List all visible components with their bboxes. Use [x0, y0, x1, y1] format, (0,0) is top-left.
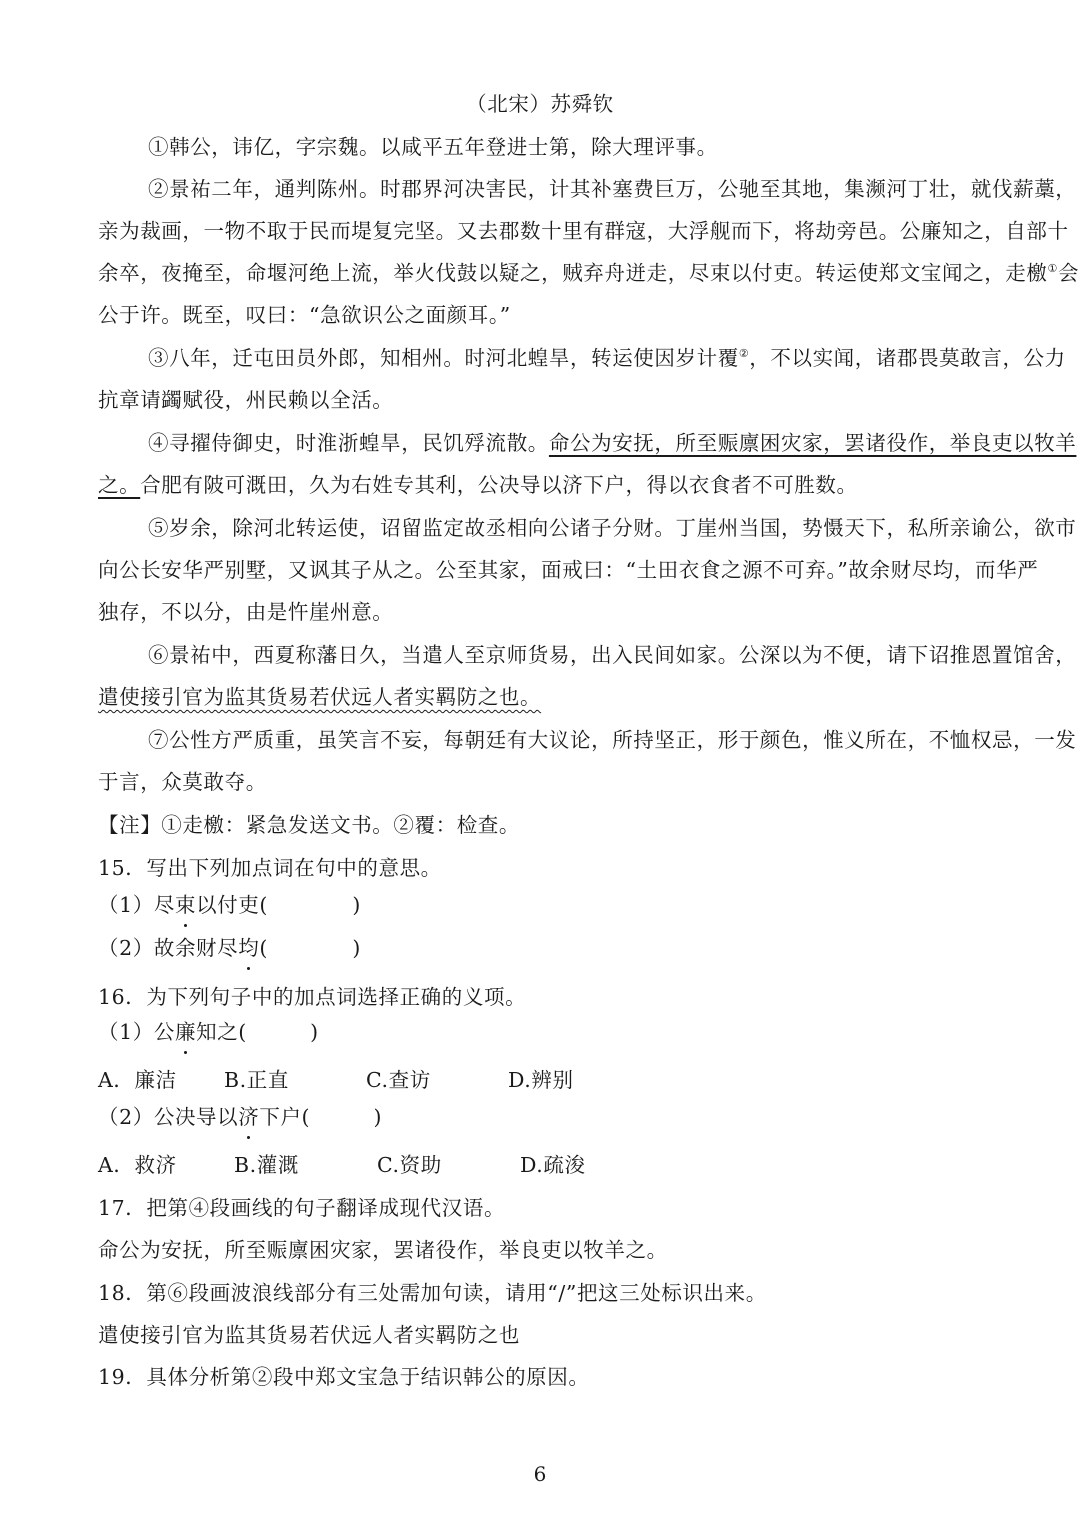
paragraph-5-line-1: ⑤岁余，除河北转运使，诏留监定故丞相向公诸子分财。丁崖州当国，势慑天下，私所亲谕公，欲市 [148, 516, 1077, 540]
paragraph-2-line-3 [98, 258, 1080, 288]
question-15-stem: 15．写出下列加点词在句中的意思。 [98, 856, 442, 880]
paragraph-4-text: ④寻擢侍御史，时淮浙蝗旱，民饥殍流散。 [148, 431, 549, 455]
underlined-sentence: 命公为安抚，所至赈廪困灾家，罢诸役作，举良吏以牧羊 [548, 431, 1077, 455]
paragraph-7-line-2: 于言，众莫敢夺。 [98, 770, 267, 794]
paragraph-2-text: 余卒，夜掩至，命堰河绝上流，举火伐鼓以疑之，贼弃舟迸走，尽束以付吏。转运使郑文宝闻之，走檄 [98, 261, 1048, 285]
paragraph-3-text: ③八年，迁屯田员外郎，知相州。时河北蝗旱，转运使因岁计覆 [148, 346, 739, 370]
option-b: B.正直 [224, 1068, 289, 1092]
option-b: B.灌溉 [234, 1153, 299, 1177]
page-number: 6 [533, 1462, 547, 1486]
item-text: （1）尽 [98, 893, 175, 917]
option-d: D.疏浚 [520, 1153, 586, 1177]
paragraph-2-text: 会 [1057, 261, 1080, 285]
paragraph-4-line-1 [148, 428, 1077, 458]
question-17-stem: 17．把第④段画线的句子翻译成现代汉语。 [98, 1196, 506, 1220]
underlined-sentence: 之。 [98, 473, 141, 497]
question-16-options-1 [98, 1065, 988, 1095]
option-c: C.资助 [377, 1153, 442, 1177]
option-a: A．廉洁 [98, 1068, 177, 1092]
paragraph-3-line-2: 抗章请蠲赋役，州民赖以全活。 [98, 388, 394, 412]
paragraph-7-line-1: ⑦公性方严质重，虽笑言不妄，每朝廷有大议论，所持坚正，形于颜色，惟义所在，不恤权忌，一发 [148, 728, 1077, 752]
paragraph-3-text: ，不以实闻，诸郡畏莫敢言，公力 [749, 346, 1066, 370]
paragraph-6-line-2 [98, 682, 988, 712]
option-a: A．救济 [98, 1153, 177, 1177]
footnote-marker: ① [1047, 262, 1058, 276]
dotted-word: 束 [175, 890, 196, 920]
dotted-word: 济 [238, 1102, 259, 1132]
footnote-marker: ② [738, 347, 750, 361]
question-16-stem: 16．为下列句子中的加点词选择正确的义项。 [98, 985, 527, 1009]
paragraph-6-line-1: ⑥景祐中，西夏称藩日久，当遣人至京师货易，出入民间如家。公深以为不便，请下诏推恩置馆舍， [148, 643, 1077, 667]
paragraph-5-line-3: 独存，不以分，由是忤崖州意。 [98, 600, 394, 624]
question-17-text: 命公为安抚，所至赈廪困灾家，罢诸役作，举良吏以牧羊之。 [98, 1238, 668, 1262]
author-line: （北宋）苏舜钦 [466, 92, 614, 116]
question-19-stem: 19．具体分析第②段中郑文宝急于结识韩公的原因。 [98, 1365, 590, 1389]
item-text: 以付吏( ) [196, 893, 361, 917]
paragraph-2-line-1: ②景祐二年，通判陈州。时郡界河决害民，计其补塞费巨万，公驰至其地，集濒河丁壮，就伐薪藁， [148, 177, 1077, 201]
option-d: D.辨别 [508, 1068, 574, 1092]
item-text: 下户( ) [259, 1105, 383, 1129]
item-text: 知之( ) [196, 1020, 319, 1044]
dotted-word: 均 [238, 933, 259, 963]
question-16-item-2 [98, 1102, 988, 1132]
item-text: （2）公决导以 [98, 1105, 239, 1129]
annotation-note: 【注】①走檄：紧急发送文书。②覆：检查。 [98, 813, 520, 837]
paragraph-5-line-2: 向公长安华严别墅，又讽其子从之。公至其家，面戒曰：“土田衣食之源不可弃。”故余财尽均，而华严 [98, 558, 1039, 582]
wavy-underlined-sentence: 遣使接引官为监其货易若伏远人者实羁防之也。 [98, 685, 542, 709]
paragraph-1: ①韩公，讳亿，字宗魏。以咸平五年登进士第，除大理评事。 [148, 135, 718, 159]
item-text: （2）故余财尽 [98, 936, 239, 960]
paragraph-2-line-4: 公于许。既至，叹曰：“急欲识公之面颜耳。” [98, 303, 511, 327]
dotted-word: 廉 [175, 1017, 196, 1047]
question-18-text: 遣使接引官为监其货易若伏远人者实羁防之也 [98, 1323, 520, 1347]
paragraph-4-line-2 [98, 470, 988, 500]
question-16-options-2 [98, 1150, 988, 1180]
question-15-item-1 [98, 890, 988, 920]
option-c: C.查访 [366, 1068, 431, 1092]
item-text: ( ) [259, 936, 361, 960]
item-text: （1）公 [98, 1020, 175, 1044]
question-18-stem: 18．第⑥段画波浪线部分有三处需加句读，请用“/”把这三处标识出来。 [98, 1281, 767, 1305]
question-15-item-2 [98, 933, 988, 963]
paragraph-3-line-1 [148, 343, 1066, 373]
paragraph-2-line-2: 亲为裁画，一物不取于民而堤复完坚。又去郡数十里有群寇，大浮舰而下，将劫旁邑。公廉知之，自部十 [98, 219, 1069, 243]
question-16-item-1 [98, 1017, 988, 1047]
paragraph-4-text: 合肥有陂可溉田，久为右姓专其利，公决导以济下户，得以衣食者不可胜数。 [140, 473, 858, 497]
